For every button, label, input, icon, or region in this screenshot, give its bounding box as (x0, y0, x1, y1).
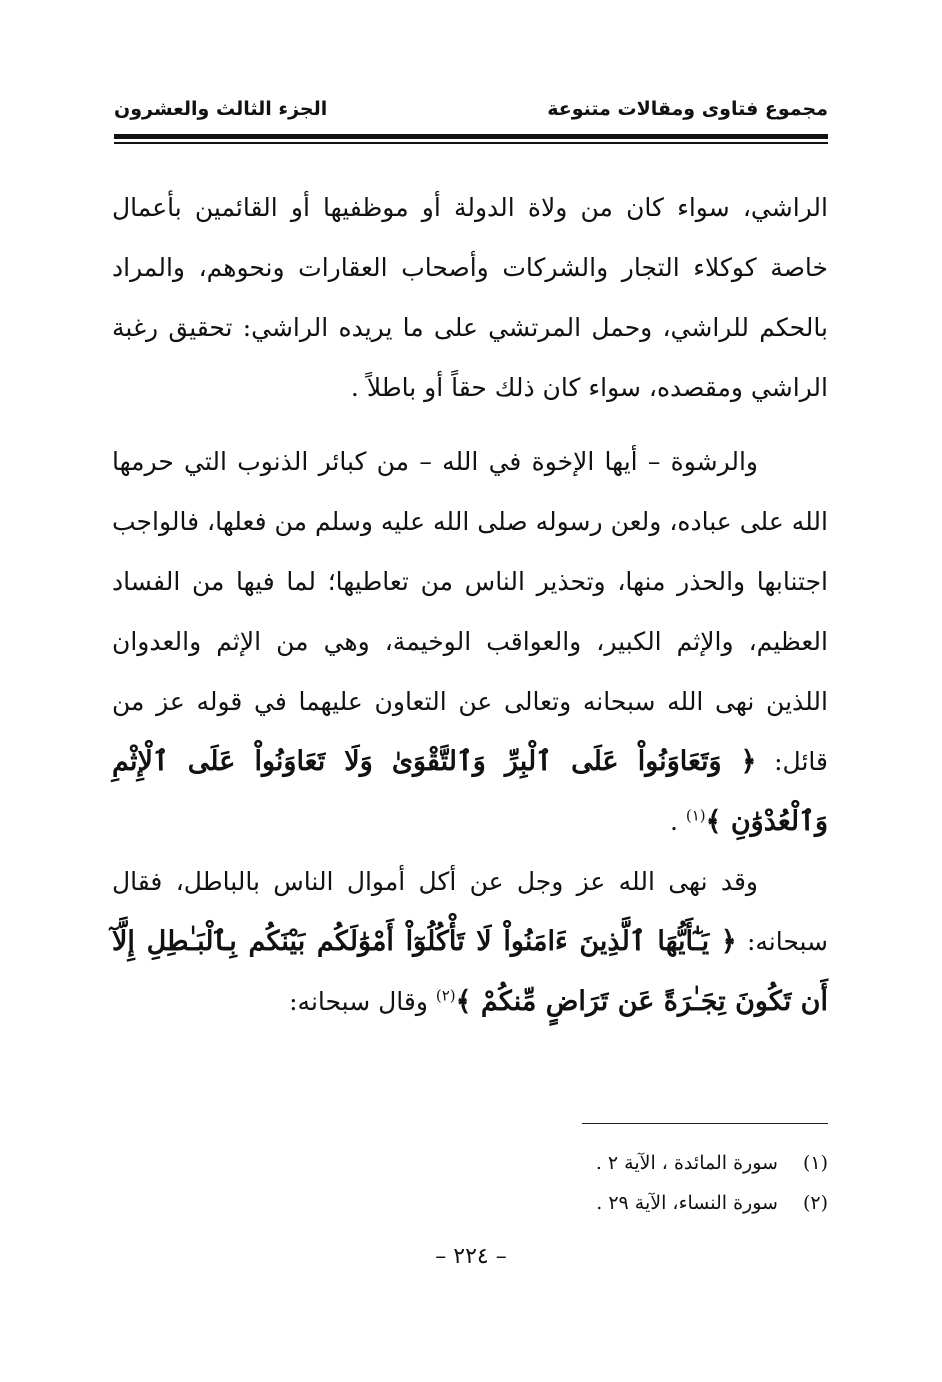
header-rule-thin (114, 142, 828, 144)
footnote-1-text: سورة المائدة ، الآية ٢ . (595, 1152, 778, 1174)
footnote-separator (582, 1123, 828, 1124)
footnote-2 (400, 1183, 828, 1223)
paragraph-3-end: وقال سبحانه: (289, 987, 436, 1016)
book-title: مجموع فتاوى ومقالات متنوعة (547, 98, 828, 120)
running-header (114, 98, 828, 128)
page-number: – ٢٢٤ – (435, 1244, 507, 1269)
footnote-ref-2: (٢) (435, 986, 456, 1005)
quran-verse-2: ﴿ يَـٰٓأَيُّهَا ٱلَّذِينَ ءَامَنُواْ لَا تَأْكُلُوٓاْ أَمْوَٰلَكُم بَيْنَكُم بِٱلْبَـٰطِلِ إِلَّآ أَن تَكُونَ تِجَـٰرَةً عَن تَرَاضٍ مِّنكُمْ ﴾ (112, 926, 828, 1017)
paragraph-3 (112, 852, 828, 1032)
footnote-1-number: (١) (802, 1152, 828, 1174)
footnote-2-number: (٢) (802, 1192, 828, 1214)
footnote-ref-1: (١) (685, 806, 706, 825)
footnotes (400, 1143, 828, 1223)
main-text (112, 178, 828, 1032)
volume-label: الجزء الثالث والعشرون (114, 98, 328, 120)
quran-verse-1: ﴿ وَتَعَاوَنُواْ عَلَى ٱلْبِرِّ وَٱلتَّقْوَىٰ وَلَا تَعَاوَنُواْ عَلَى ٱلْإِثْمِ وَٱلْعُدْوَٰنِ ﴾ (112, 746, 828, 837)
footnote-2-text: سورة النساء، الآية ٢٩ . (596, 1192, 778, 1214)
paragraph-2-text: والرشوة – أيها الإخوة في الله – من كبائر الذنوب التي حرمها الله على عباده، ولعن رسوله صلى الله عليه وسلم من فعلها، فالواجب اجتنابها والحذر منها، وتحذير الناس من تعاطيها؛ لما فيها من الفساد العظيم، والإثم الكبير، والعواقب الوخيمة، وهي من الإثم والعدوان اللذين نهى الله سبحانه وتعالى عن التعاون عليهما في قوله عز من قائل: (112, 447, 829, 776)
paragraph-3-text: وقد نهى الله عز وجل عن أكل أموال الناس بالباطل، فقال سبحانه: (112, 867, 828, 956)
header-rule-thick (114, 134, 828, 139)
footnote-1 (400, 1143, 828, 1183)
paragraph-2-end: . (669, 807, 686, 836)
paragraph-1: الراشي، سواء كان من ولاة الدولة أو موظفيها أو القائمين بأعمال خاصة كوكلاء التجار والشركات وأصحاب العقارات ونحوهم، والمراد بالحكم للراشي، وحمل المرتشي على ما يريده الراشي: تحقيق رغبة الراشي ومقصده، سواء كان ذلك حقاً أو باطلاً . (112, 193, 828, 402)
paragraph-2 (112, 432, 828, 852)
